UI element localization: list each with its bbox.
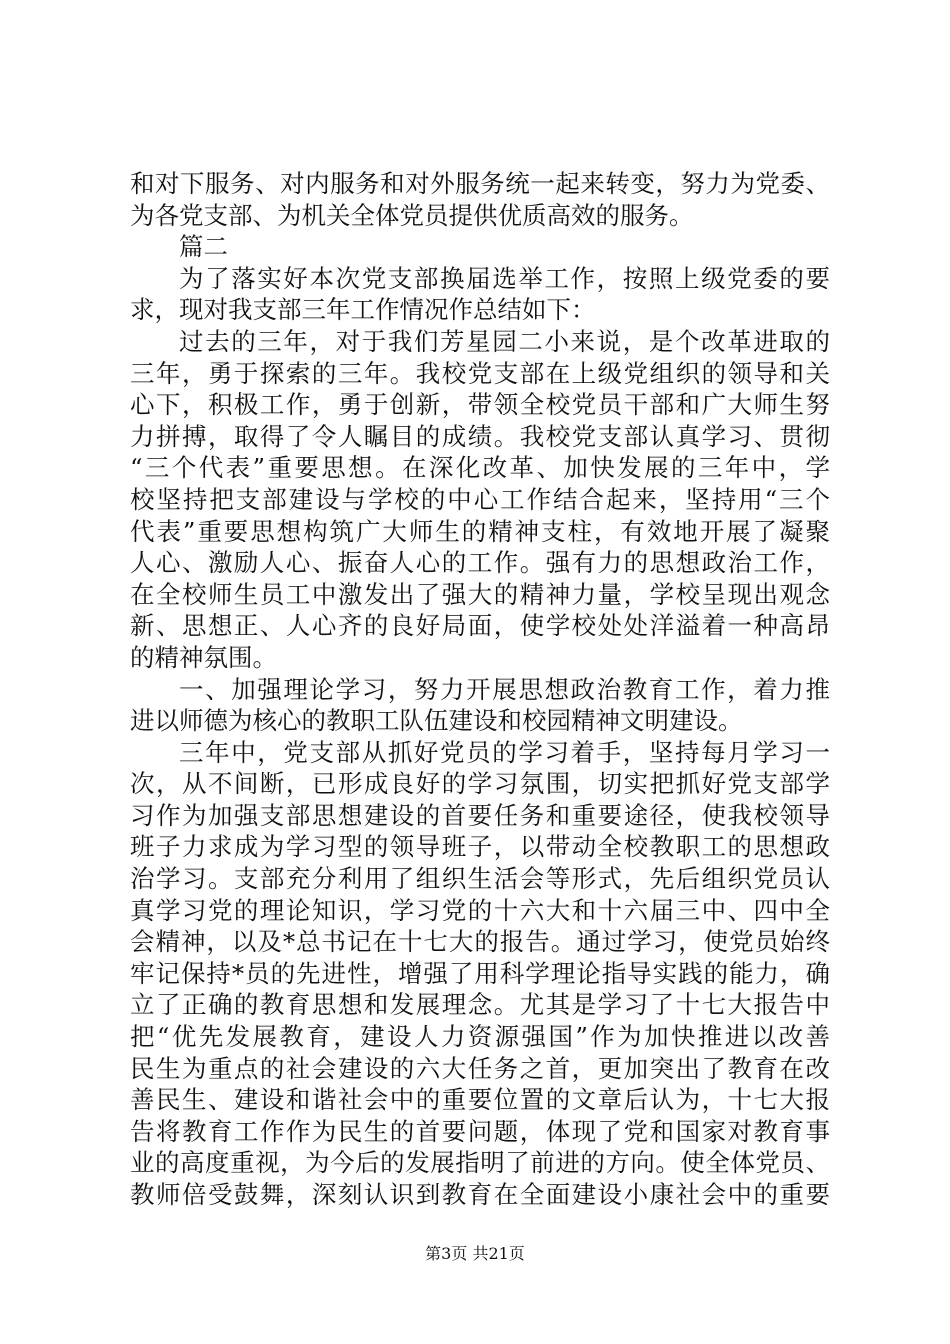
text-line: 习作为加强支部思想建设的首要任务和重要途径，使我校领导 — [130, 800, 830, 830]
text-line: 代表”重要思想构筑广大师生的精神支柱，有效地开展了凝聚 — [130, 516, 830, 546]
text-line: 在全校师生员工中激发出了强大的精神力量，学校呈现出观念 — [130, 579, 830, 609]
paragraph-first-line: 为了落实好本次党支部换届选举工作，按照上级党委的要 — [179, 263, 830, 293]
text-line: 告将教育工作作为民生的首要问题，体现了党和国家对教育事 — [130, 1116, 830, 1146]
page-footer: 第3页 共21页 — [425, 1244, 525, 1263]
text-line: 和对下服务、对内服务和对外服务统一起来转变，努力为党委、 — [130, 169, 830, 198]
paragraph-first-line: 三年中，党支部从抓好党员的学习着手，坚持每月学习一 — [179, 737, 830, 767]
section-heading: 篇二 — [179, 232, 228, 262]
text-line: 心下，积极工作，勇于创新，带领全校党员干部和广大师生努 — [130, 390, 830, 420]
text-line: 为各党支部、为机关全体党员提供优质高效的服务。 — [130, 200, 694, 230]
text-line: 会精神，以及*总书记在十七大的报告。通过学习，使党员始终 — [130, 927, 830, 957]
body-text — [130, 168, 830, 1211]
text-line: 进以师德为核心的教职工队伍建设和校园精神文明建设。 — [130, 706, 743, 736]
text-line: 立了正确的教育思想和发展理念。尤其是学习了十七大报告中 — [130, 990, 830, 1020]
text-line: 力拼搏，取得了令人瞩目的成绩。我校党支部认真学习、贯彻 — [130, 421, 830, 451]
text-line: 牢记保持*员的先进性，增强了用科学理论指导实践的能力，确 — [130, 958, 830, 988]
text-line: 业的高度重视，为今后的发展指明了前进的方向。使全体党员、 — [130, 1148, 830, 1178]
text-line: 治学习。支部充分利用了组织生活会等形式，先后组织党员认 — [130, 864, 830, 894]
paragraph-first-line: 过去的三年，对于我们芳星园二小来说，是个改革进取的 — [179, 326, 830, 356]
text-line: 求，现对我支部三年工作情况作总结如下： — [130, 295, 596, 325]
text-line: 教师倍受鼓舞，深刻认识到教育在全面建设小康社会中的重要 — [130, 1180, 830, 1209]
text-line: 次，从不间断，已形成良好的学习氛围，切实把抓好党支部学 — [130, 769, 830, 799]
text-line: 人心、激励人心、振奋人心的工作。强有力的思想政治工作， — [130, 548, 830, 578]
text-line: 三年，勇于探索的三年。我校党支部在上级党组织的领导和关 — [130, 358, 830, 388]
text-line: 的精神氛围。 — [130, 642, 277, 672]
text-line: 民生为重点的社会建设的六大任务之首，更加突出了教育在改 — [130, 1053, 830, 1083]
text-line: 新、思想正、人心齐的良好局面，使学校处处洋溢着一种高昂 — [130, 611, 830, 641]
text-line: 班子力求成为学习型的领导班子，以带动全校教职工的思想政 — [130, 832, 830, 862]
text-line: “三个代表”重要思想。在深化改革、加快发展的三年中，学 — [130, 453, 830, 483]
text-line: 真学习党的理论知识，学习党的十六大和十六届三中、四中全 — [130, 895, 830, 925]
text-line: 把“优先发展教育，建设人力资源强国”作为加快推进以改善 — [130, 1022, 830, 1052]
text-line: 善民生、建设和谐社会中的重要位置的文章后认为，十七大报 — [130, 1085, 830, 1115]
text-line: 校坚持把支部建设与学校的中心工作结合起来，坚持用“三个 — [130, 484, 830, 514]
paragraph-first-line: 一、加强理论学习，努力开展思想政治教育工作，着力推 — [179, 674, 830, 704]
